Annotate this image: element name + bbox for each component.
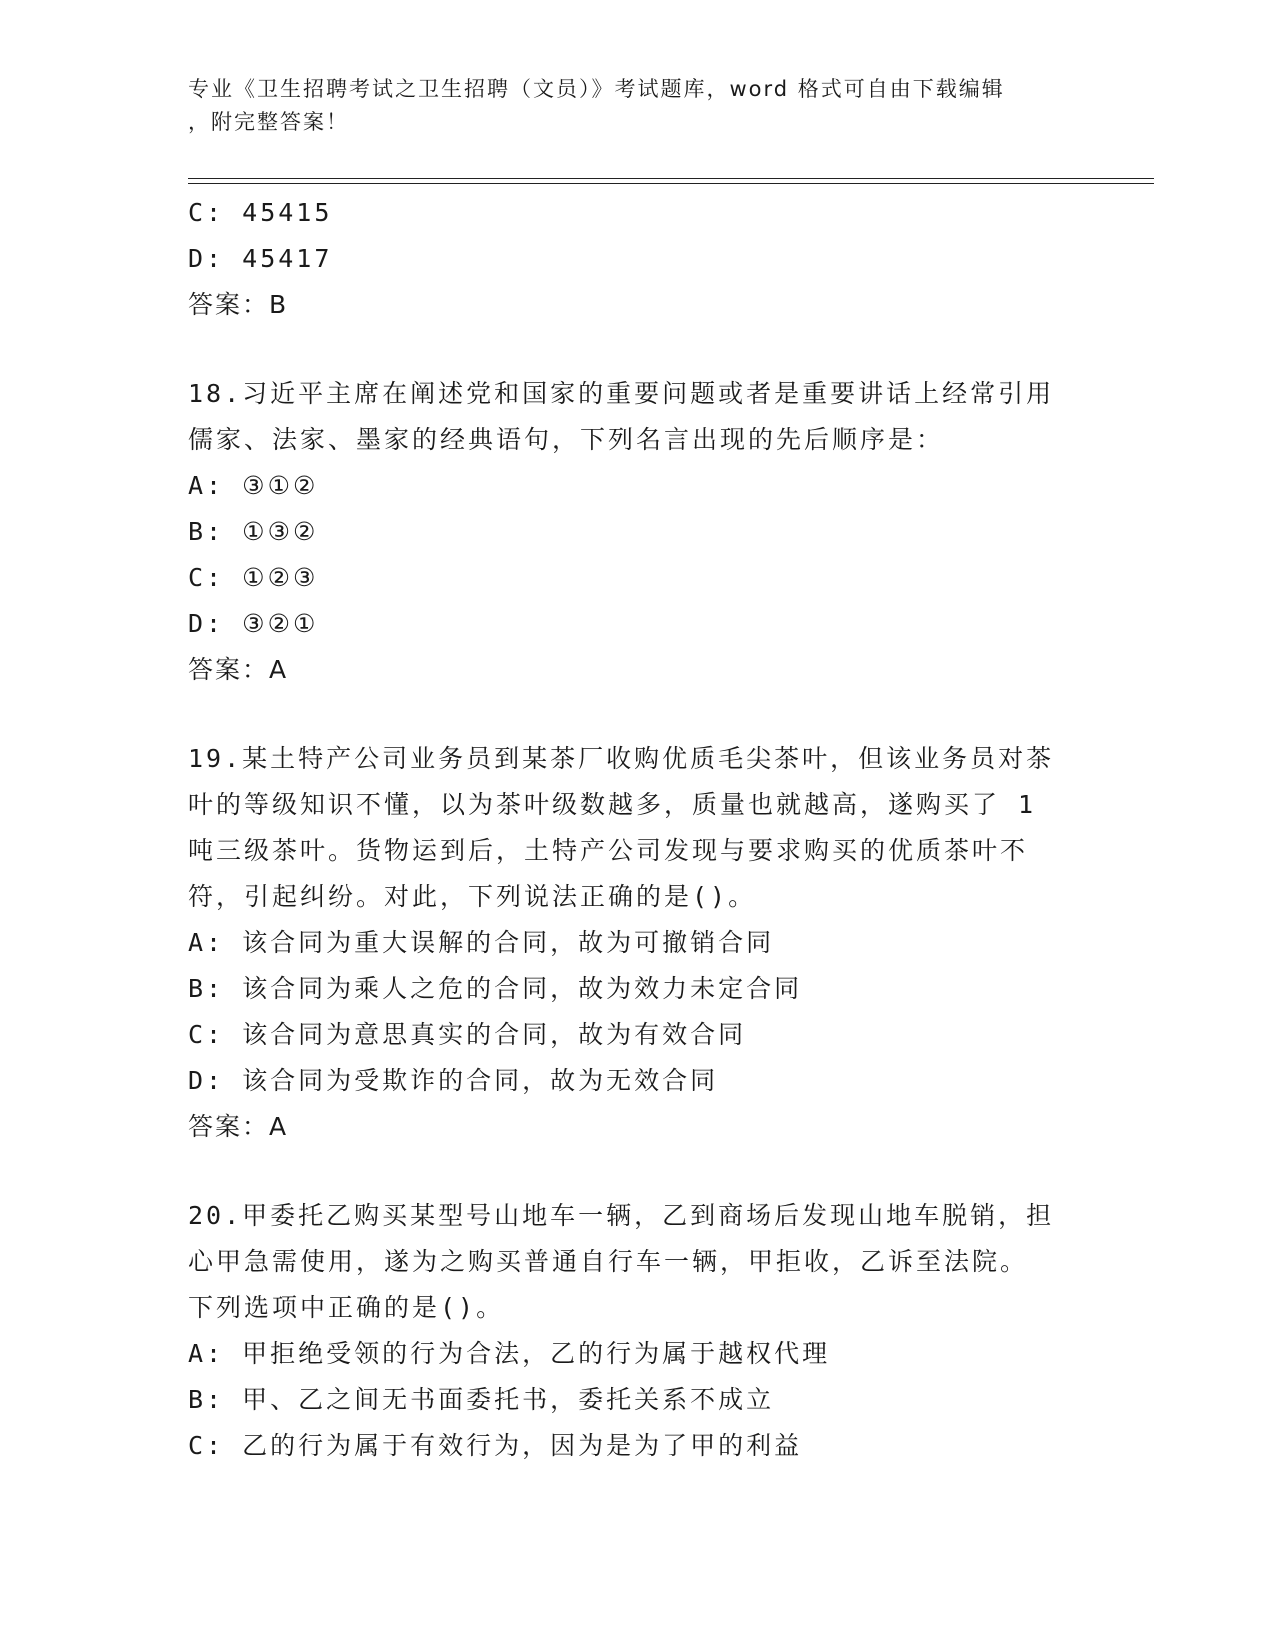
option-c: C: ①②③ xyxy=(188,563,319,592)
question-stem-line: 符，引起纠纷。对此，下列说法正确的是()。 xyxy=(188,882,757,911)
header-line-1: 专业《卫生招聘考试之卫生招聘（文员）》考试题库，word 格式可自由下载编辑 xyxy=(188,77,1005,101)
question-19 xyxy=(188,736,1088,1150)
question-stem-line: 吨三级茶叶。货物运到后，土特产公司发现与要求购买的优质茶叶不 xyxy=(188,836,1029,865)
option-a: A: 该合同为重大误解的合同，故为可撤销合同 xyxy=(188,928,775,957)
header-divider-bottom xyxy=(188,183,1154,184)
question-stem-line: 20.甲委托乙购买某型号山地车一辆，乙到商场后发现山地车脱销，担 xyxy=(188,1201,1055,1230)
option-b: B: 甲、乙之间无书面委托书，委托关系不成立 xyxy=(188,1385,775,1414)
answer-label: 答案：B xyxy=(188,290,289,319)
option-c: C: 乙的行为属于有效行为，因为是为了甲的利益 xyxy=(188,1431,803,1460)
question-stem-line: 18.习近平主席在阐述党和国家的重要问题或者是重要讲话上经常引用 xyxy=(188,379,1055,408)
option-c: C: 45415 xyxy=(188,198,333,227)
question-stem-line: 叶的等级知识不懂，以为茶叶级数越多，质量也就越高，遂购买了 1 xyxy=(188,790,1037,819)
option-b: B: 该合同为乘人之危的合同，故为效力未定合同 xyxy=(188,974,803,1003)
question-stem-line: 儒家、法家、墨家的经典语句，下列名言出现的先后顺序是： xyxy=(188,425,945,454)
question-stem-line: 下列选项中正确的是()。 xyxy=(188,1293,505,1322)
option-d: D: 该合同为受欺诈的合同，故为无效合同 xyxy=(188,1066,719,1095)
answer-label: 答案：A xyxy=(188,655,289,684)
option-b: B: ①③② xyxy=(188,517,319,546)
answer-label: 答案：A xyxy=(188,1112,289,1141)
question-stem-line: 心甲急需使用，遂为之购买普通自行车一辆，甲拒收，乙诉至法院。 xyxy=(188,1247,1029,1276)
option-d: D: ③②① xyxy=(188,609,319,638)
option-d: D: 45417 xyxy=(188,244,333,273)
header-divider-top xyxy=(188,178,1154,179)
question-content xyxy=(188,190,1088,1469)
option-a: A: ③①② xyxy=(188,471,319,500)
question-stem-line: 19.某土特产公司业务员到某茶厂收购优质毛尖茶叶，但该业务员对茶 xyxy=(188,744,1055,773)
header-line-2: ，附完整答案！ xyxy=(188,110,349,134)
question-20 xyxy=(188,1193,1088,1469)
question-18 xyxy=(188,371,1088,693)
spacer xyxy=(188,328,1088,371)
option-c: C: 该合同为意思真实的合同，故为有效合同 xyxy=(188,1020,747,1049)
spacer xyxy=(188,693,1088,736)
page-header xyxy=(188,73,1088,139)
option-a: A: 甲拒绝受领的行为合法，乙的行为属于越权代理 xyxy=(188,1339,831,1368)
spacer xyxy=(188,1150,1088,1193)
question-17 xyxy=(188,190,1088,328)
